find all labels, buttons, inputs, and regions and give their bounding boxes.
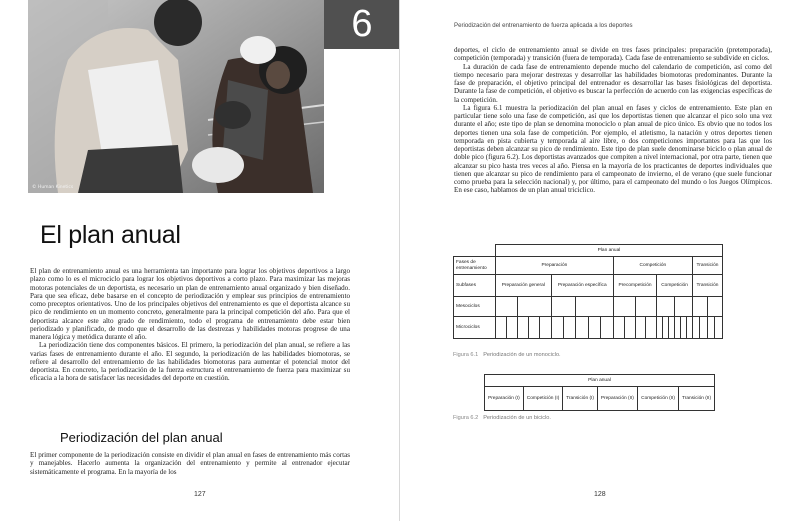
section-heading: Periodización del plan anual (60, 430, 223, 445)
microcycle-cell (507, 317, 518, 339)
microcycle-cell (613, 317, 624, 339)
row-label: Mesociclos (454, 297, 496, 317)
phase-cell: Transición (692, 257, 722, 275)
subphase-cell: Preparación específica (551, 275, 613, 297)
subphase-cell: Transición (692, 275, 722, 297)
paragraph: La periodización tiene dos componentes básicos. El primero, la periodización del plan anual, se refiere a las varias fases de entrenamiento durante el año. El segundo, la periodización de las habilidades biomotoras, se refiere al desarrollo del entrenamiento de las habilidades biomotoras para aumentar el potencial motor del deportista. En concreto, la periodización de la fuerza estructura el entrenamiento de fuerza para maximizar su eficacia a la hora de satisfacer las necesidades del deporte en cuestión. (30, 341, 350, 383)
microcycle-cell (588, 317, 600, 339)
phase-cell: Preparación (496, 257, 614, 275)
microcycle-cell (635, 317, 646, 339)
phase-cell: Competición (613, 257, 692, 275)
table-header: Plan anual (496, 245, 723, 257)
microcycle-row (454, 317, 723, 339)
microcycle-cell (518, 317, 529, 339)
mesocycle-cell (707, 297, 722, 317)
figure-6-2-caption (453, 415, 551, 421)
microcycle-cell (576, 317, 588, 339)
row-label: Subfases (454, 275, 496, 297)
page-number-left: 127 (194, 491, 206, 498)
chapter-number-box (324, 0, 400, 49)
microcycle-cell (707, 317, 715, 339)
microcycle-cell (529, 317, 540, 339)
figure-label: Figura 6.2 (453, 415, 479, 421)
mesocycle-cell (635, 297, 657, 317)
microcycle-cell (715, 317, 723, 339)
mesocycle-cell (692, 297, 707, 317)
right-body-text (454, 46, 772, 195)
row-label: Microciclos (454, 317, 496, 339)
mesocycle-cell (551, 297, 576, 317)
figure-label: Figura 6.1 (453, 352, 479, 358)
paragraph: El plan de entrenamiento anual es una herramienta tan importante para lograr los objetivos deportivos a largo plazo como lo es el microciclo para lograr los objetivos deportivos a corto plazo. Para maximizar las mejoras motoras potenciales de un deportista, es necesario un plan de entrenamiento anual organizado y bien diseñado. Para que sea eficaz, debe basarse en el concepto de periodización y emplear sus principios de entrenamiento como preceptos orientativos. Uno de los principales objetivos del entrenamiento es que el deportista alcance su pico de rendimiento en un momento concreto, generalmente para la principal competición del año. Para que el deportista alcance este alto grado de rendimiento, todo el programa de entrenamiento debe estar bien periodizado y planificado, de modo que el desarrollo de las destrezas y habilidades motoras progrese de una manera lógica y metódica durante el año. (30, 267, 350, 341)
microcycle-cell (646, 317, 657, 339)
microcycle-cell (601, 317, 613, 339)
empty-cell (454, 245, 496, 257)
phase-cell: Competición (I) (523, 387, 563, 411)
microcycle-cell (496, 317, 507, 339)
subphase-cell: Preparación general (496, 275, 552, 297)
mesocycle-cell (496, 297, 518, 317)
figure-6-1-caption (453, 352, 561, 358)
running-head: Periodización del entrenamiento de fuerza aplicada a los deportes (454, 22, 633, 29)
chapter-number: 6 (351, 3, 373, 45)
mesocycle-cell (675, 297, 693, 317)
phase-cell: Transición (II) (679, 387, 715, 411)
microcycle-cell (692, 317, 700, 339)
paragraph: El primer componente de la periodización consiste en dividir el plan anual en fases de entrenamiento más cortas y manejables. Hacerlo aumenta la organización del entrenamiento y permite al entrenador ejecutar sistemáticamente el programa. En la mayoría de los (30, 451, 350, 476)
row-label: Fases de entrenamiento (454, 257, 496, 275)
subphase-cell: Precompetición (613, 275, 656, 297)
table-header: Plan anual (485, 375, 715, 387)
microcycle-cell (540, 317, 551, 339)
mesocycle-cell (518, 297, 551, 317)
left-body-text (30, 267, 350, 383)
mesocycle-cell (576, 297, 613, 317)
subphase-cell: Competición (657, 275, 693, 297)
phase-cell: Preparación (II) (597, 387, 637, 411)
boxing-photo (28, 0, 324, 193)
paragraph: La figura 6.1 muestra la periodización del plan anual en fases y ciclos de entrenamiento. Este plan en particular tiene solo una fase de competición, así que los deportistas tienen que alcanzar el pico solo una vez durante el año; este tipo de plan se denomina monociclo o plan anual de pico único. Es obvio que no todos los deportes tienen una sola fase de competición. Por ejemplo, el atletismo, la natación y otros deportes tienen temporada en pista cubierta y temporada al aire libre, o dos competiciones importantes para las que los deportistas deben alcanzar su pico de rendimiento. Este tipo de plan suele denominarse biciclo o plan anual de doble pico (figura 6.2). Los deportistas avanzados que compiten a nivel internacional, por otra parte, tienen que alcanzar su pico hasta tres veces al año. Piensa en la mayoría de los practicantes de deportes individuales que tienen que alcanzar su pico de rendimiento para el campeonato de invierno, el de verano (que suele funcionar como prueba para la selección nacional) y, por último, para el campeonato del mundo o los Juegos Olímpicos. En ese caso, hablamos de un plan anual triciclico. (454, 103, 772, 195)
chapter-title: El plan anual (40, 221, 181, 249)
figure-6-2-table (484, 374, 715, 411)
microcycle-cell (624, 317, 635, 339)
mesocycle-cell (613, 297, 635, 317)
microcycle-cell (700, 317, 708, 339)
caption-text: Periodización de un biciclo. (483, 415, 551, 421)
caption-text: Periodización de un monociclo. (483, 352, 561, 358)
mesocycle-row (454, 297, 723, 317)
microcycle-cell (564, 317, 576, 339)
page-number-right: 128 (594, 491, 606, 498)
phase-cell: Transición (I) (563, 387, 597, 411)
paragraph: deportes, el ciclo de entrenamiento anual se divide en tres fases principales: preparación (pretemporada), competición (temporada) y transición (fuera de temporada). Cada fase de entrenamiento se subdivide en ciclos. (454, 46, 772, 63)
microcycle-cell (551, 317, 563, 339)
mesocycle-cell (657, 297, 675, 317)
phase-cell: Competición (II) (637, 387, 678, 411)
photo-credit: © Human Kinetics (32, 185, 74, 190)
figure-6-1-table (453, 244, 723, 339)
phase-cell: Preparación (I) (485, 387, 524, 411)
paragraph: La duración de cada fase de entrenamiento depende mucho del calendario de competición, así como del tiempo necesario para mejorar destrezas y desarrollar las habilidades biomotoras predominantes. Durante la fase de preparación, el objetivo principal del entrenador es desarrollar las bases fisiológicas del deportista. Durante la fase de competición, el objetivo es buscar la perfección de acuerdo con las exigencias específicas de la competición. (454, 62, 772, 104)
left-body-text-continued (30, 451, 350, 476)
